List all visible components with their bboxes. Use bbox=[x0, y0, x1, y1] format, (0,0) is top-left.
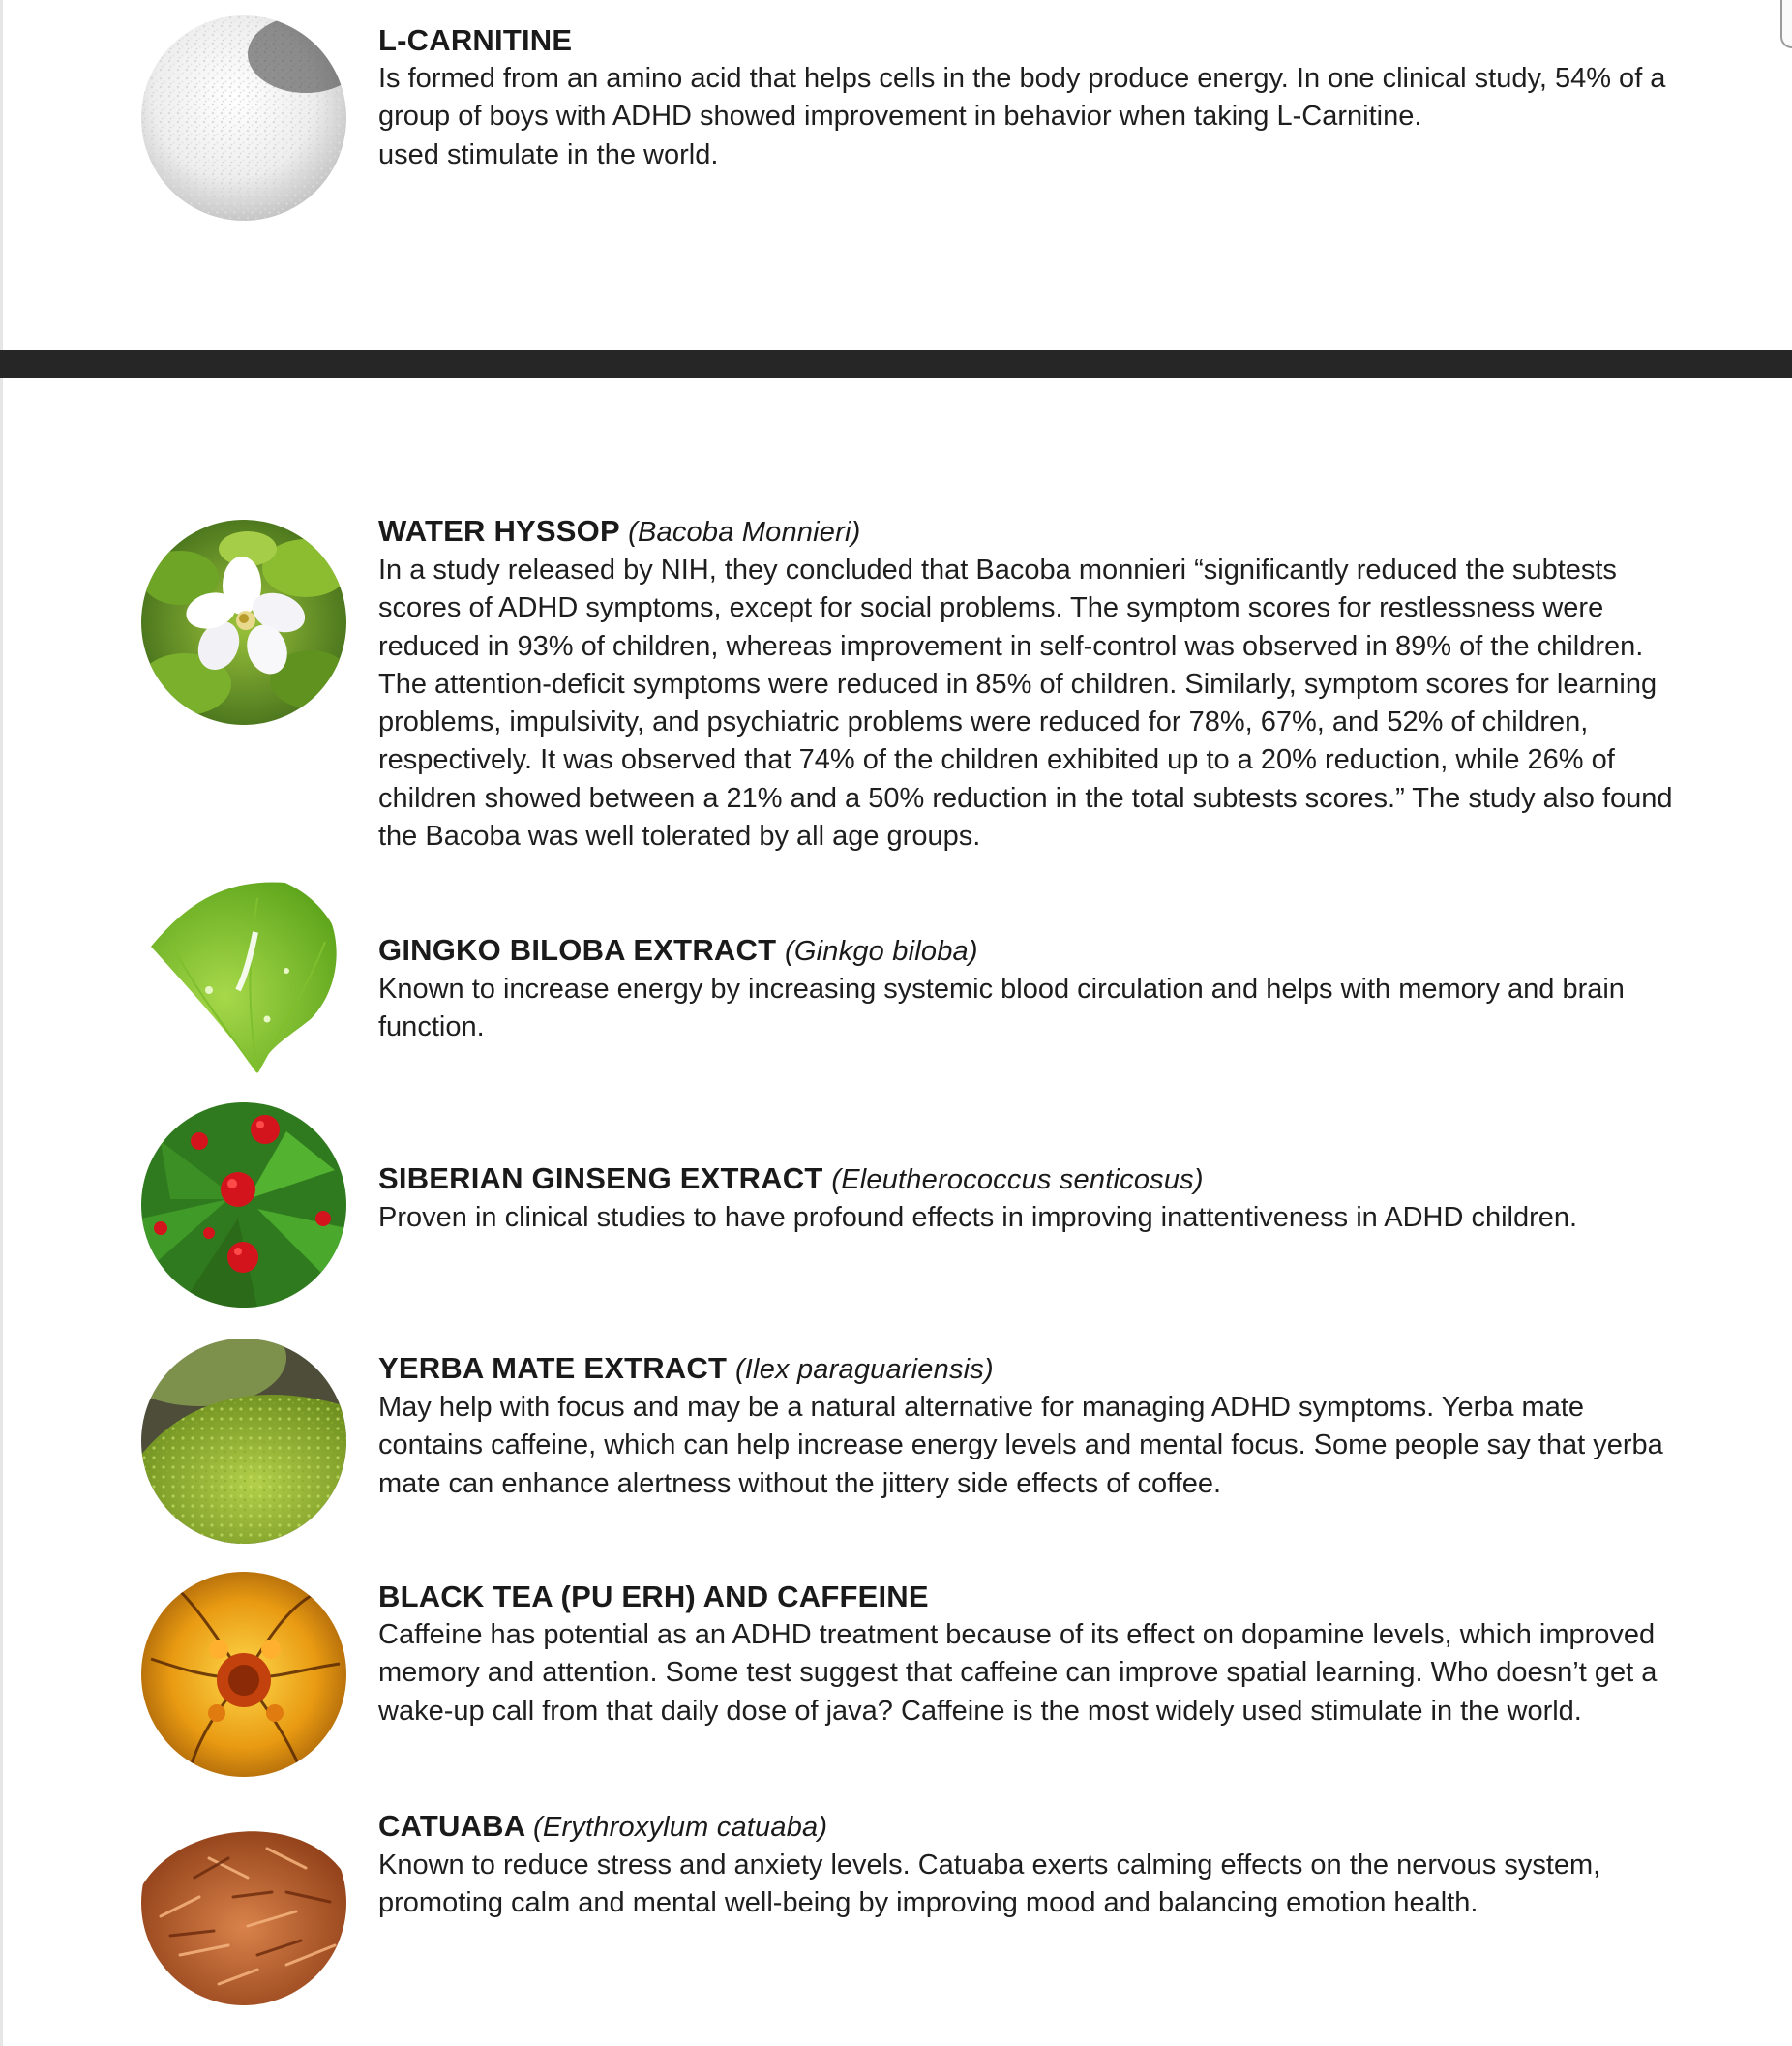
ingredient-text bbox=[378, 1349, 1680, 1503]
green-powder-icon bbox=[141, 1339, 346, 1544]
ingredient-name: BLACK TEA (PU ERH) AND CAFFEINE bbox=[378, 1580, 929, 1613]
ingredient-latin-name: (Ilex paraguariensis) bbox=[734, 1354, 994, 1385]
white-flower-icon bbox=[141, 520, 346, 725]
ingredient-name: GINGKO BILOBA EXTRACT (Ginkgo biloba) bbox=[378, 933, 978, 967]
ingredient-name: YERBA MATE EXTRACT (Ilex paraguariensis) bbox=[378, 1351, 994, 1385]
scrollbar-handle[interactable] bbox=[1780, 0, 1792, 48]
ingredient-description: Proven in clinical studies to have profound effects in improving inattentiveness in ADHD children. bbox=[378, 1202, 1578, 1233]
ingredient-description: May help with focus and may be a natural alternative for managing ADHD symptoms. Yerba mate contains caffeine, which can help increase energy levels and mental focus. Some people say that yerba mate can enhance alertness without the jittery side effects of coffee. bbox=[378, 1392, 1663, 1499]
ingredient-text bbox=[378, 21, 1680, 174]
white-powder-icon bbox=[141, 15, 346, 221]
ingredient-description: Known to increase energy by increasing systemic blood circulation and helps with memory and brain function. bbox=[378, 974, 1625, 1043]
ingredient-text bbox=[378, 1578, 1680, 1730]
ingredient-text bbox=[378, 512, 1680, 856]
ginseng-berries-icon bbox=[141, 1102, 346, 1308]
ingredient-text bbox=[378, 931, 1680, 1047]
ingredient-latin-name: (Erythroxylum catuaba) bbox=[533, 1812, 828, 1843]
section-divider bbox=[0, 350, 1792, 378]
ingredient-text bbox=[378, 1807, 1680, 1923]
ingredient-extra-text: used stimulate in the world. bbox=[378, 138, 719, 170]
ingredient-latin-name: (Bacoba Monnieri) bbox=[628, 517, 861, 548]
ingredient-description: In a study released by NIH, they concluded that Bacoba monnieri “significantly reduced the subtests scores of ADHD symptoms, except for social problems. The symptom scores for restlessness were reduced in 93% of children, whereas improvement in self-control was observed in 89% of the children. The attention-deficit symptoms were reduced in 85% of children. Similarly, symptom scores for learning problems, impulsivity, and psychiatric problems were reduced for 78%, 67%, and 52% of children, respectively. It was observed that 74% of the children exhibited up to a 20% reduction, while 26% of children showed between a 21% and a 50% reduction in the total subtests scores.” The study also found the Bacoba was well tolerated by all age groups. bbox=[378, 555, 1673, 853]
ingredient-name: L-CARNITINE bbox=[378, 23, 573, 57]
page-left-edge bbox=[0, 0, 3, 2046]
ingredient-description: Known to reduce stress and anxiety levels. Catuaba exerts calming effects on the nervous system, promoting calm and mental well-being by improving mood and balancing emotion health. bbox=[378, 1850, 1601, 1919]
ingredient-text bbox=[378, 1159, 1680, 1237]
ingredient-description: Is formed from an amino acid that helps cells in the body produce energy. In one clinical study, 54% of a group of boys with ADHD showed improvement in behavior when taking L-Carnitine. bbox=[378, 63, 1666, 133]
ingredient-description: Caffeine has potential as an ADHD treatment because of its effect on dopamine levels, which improved memory and attention. Some test suggest that caffeine can improve spatial learning. Who doesn’t get a wake-up call from that daily dose of java? Caffeine is the most widely used stimulate in the world. bbox=[378, 1619, 1658, 1727]
ingredient-latin-name: (Ginkgo biloba) bbox=[785, 936, 978, 967]
blooming-tea-icon bbox=[141, 1572, 346, 1777]
bark-shavings-icon bbox=[141, 1800, 346, 2005]
ingredient-name: CATUABA (Erythroxylum catuaba) bbox=[378, 1809, 828, 1843]
ingredient-name: WATER HYSSOP (Bacoba Monnieri) bbox=[378, 514, 861, 548]
ginkgo-leaf-icon bbox=[141, 874, 346, 1079]
ingredient-name: SIBERIAN GINSENG EXTRACT (Eleutherococcus senticosus) bbox=[378, 1161, 1204, 1195]
ingredient-latin-name: (Eleutherococcus senticosus) bbox=[831, 1164, 1204, 1195]
